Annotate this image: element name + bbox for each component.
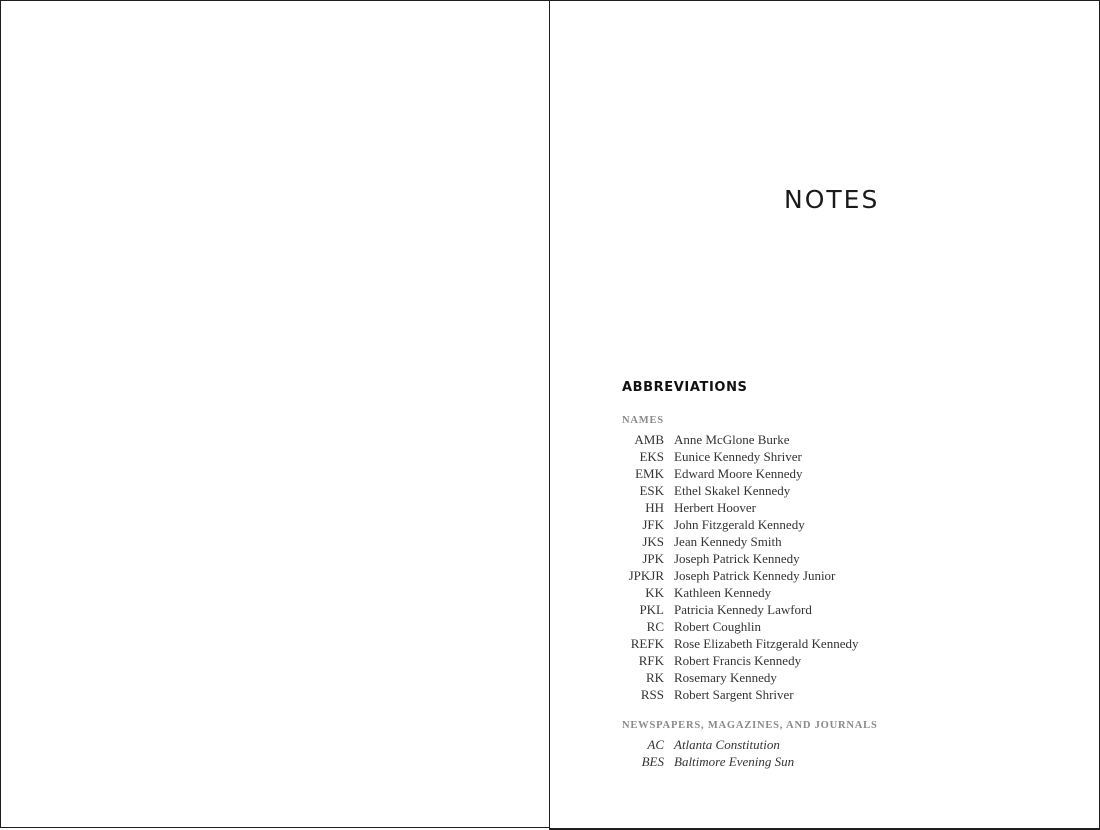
abbreviation-name: Atlanta Constitution <box>674 737 780 752</box>
abbreviation-name: Ethel Skakel Kennedy <box>674 483 791 498</box>
list-item <box>622 465 858 482</box>
abbreviation-name: John Fitzgerald Kennedy <box>674 517 805 532</box>
list-item <box>622 448 858 465</box>
abbreviation-code: BES <box>641 754 664 769</box>
abbreviation-name: Robert Coughlin <box>674 619 762 634</box>
list-item <box>622 753 794 770</box>
abbreviation-code: JPK <box>642 551 664 566</box>
abbreviation-code: AC <box>647 737 664 752</box>
abbreviation-name: Herbert Hoover <box>674 500 756 515</box>
list-item <box>622 516 858 533</box>
abbreviation-code: JKS <box>642 534 664 549</box>
abbreviation-code: RSS <box>640 687 664 702</box>
list-item <box>622 686 858 703</box>
list-item <box>622 567 858 584</box>
list-item <box>622 652 858 669</box>
abbreviation-code: RC <box>646 619 664 634</box>
abbreviation-name: Robert Francis Kennedy <box>674 653 802 668</box>
page-title: NOTES <box>784 185 880 214</box>
section-label-names: NAMES <box>622 415 664 426</box>
abbreviation-code: EMK <box>635 466 664 481</box>
abbreviation-name: Robert Sargent Shriver <box>674 687 794 702</box>
abbreviation-name: Eunice Kennedy Shriver <box>674 449 802 464</box>
list-item <box>622 736 794 753</box>
list-item <box>622 601 858 618</box>
newspapers-list <box>622 736 794 770</box>
abbreviation-code: JFK <box>642 517 664 532</box>
list-item <box>622 431 858 448</box>
abbreviation-code: RK <box>645 670 664 685</box>
section-label-newspapers: NEWSPAPERS, MAGAZINES, AND JOURNALS <box>622 720 878 731</box>
abbreviation-code: AMB <box>634 432 664 447</box>
abbreviation-code: KK <box>645 585 664 600</box>
abbreviation-name: Rosemary Kennedy <box>674 670 777 685</box>
abbreviation-name: Kathleen Kennedy <box>674 585 772 600</box>
list-item <box>622 482 858 499</box>
list-item <box>622 618 858 635</box>
list-item <box>622 584 858 601</box>
abbreviation-code: PKL <box>639 602 664 617</box>
abbreviation-name: Patricia Kennedy Lawford <box>674 602 812 617</box>
abbreviation-name: Baltimore Evening Sun <box>674 754 795 769</box>
list-item <box>622 499 858 516</box>
list-item <box>622 669 858 686</box>
abbreviation-code: EKS <box>639 449 664 464</box>
abbreviation-name: Jean Kennedy Smith <box>674 534 782 549</box>
abbreviation-code: RFK <box>638 653 664 668</box>
abbreviations-heading: ABBREVIATIONS <box>622 380 748 395</box>
abbreviation-name: Anne McGlone Burke <box>674 432 790 447</box>
names-list <box>622 431 858 703</box>
abbreviation-code: ESK <box>639 483 664 498</box>
left-page-blank <box>0 0 551 828</box>
list-item <box>622 550 858 567</box>
list-item <box>622 533 858 550</box>
list-item <box>622 635 858 652</box>
abbreviation-name: Joseph Patrick Kennedy <box>674 551 800 566</box>
abbreviation-name: Rose Elizabeth Fitzgerald Kennedy <box>674 636 859 651</box>
abbreviation-name: Edward Moore Kennedy <box>674 466 803 481</box>
abbreviation-code: REFK <box>630 636 664 651</box>
abbreviation-code: JPKJR <box>628 568 664 583</box>
abbreviation-name: Joseph Patrick Kennedy Junior <box>674 568 836 583</box>
abbreviation-code: HH <box>645 500 664 515</box>
